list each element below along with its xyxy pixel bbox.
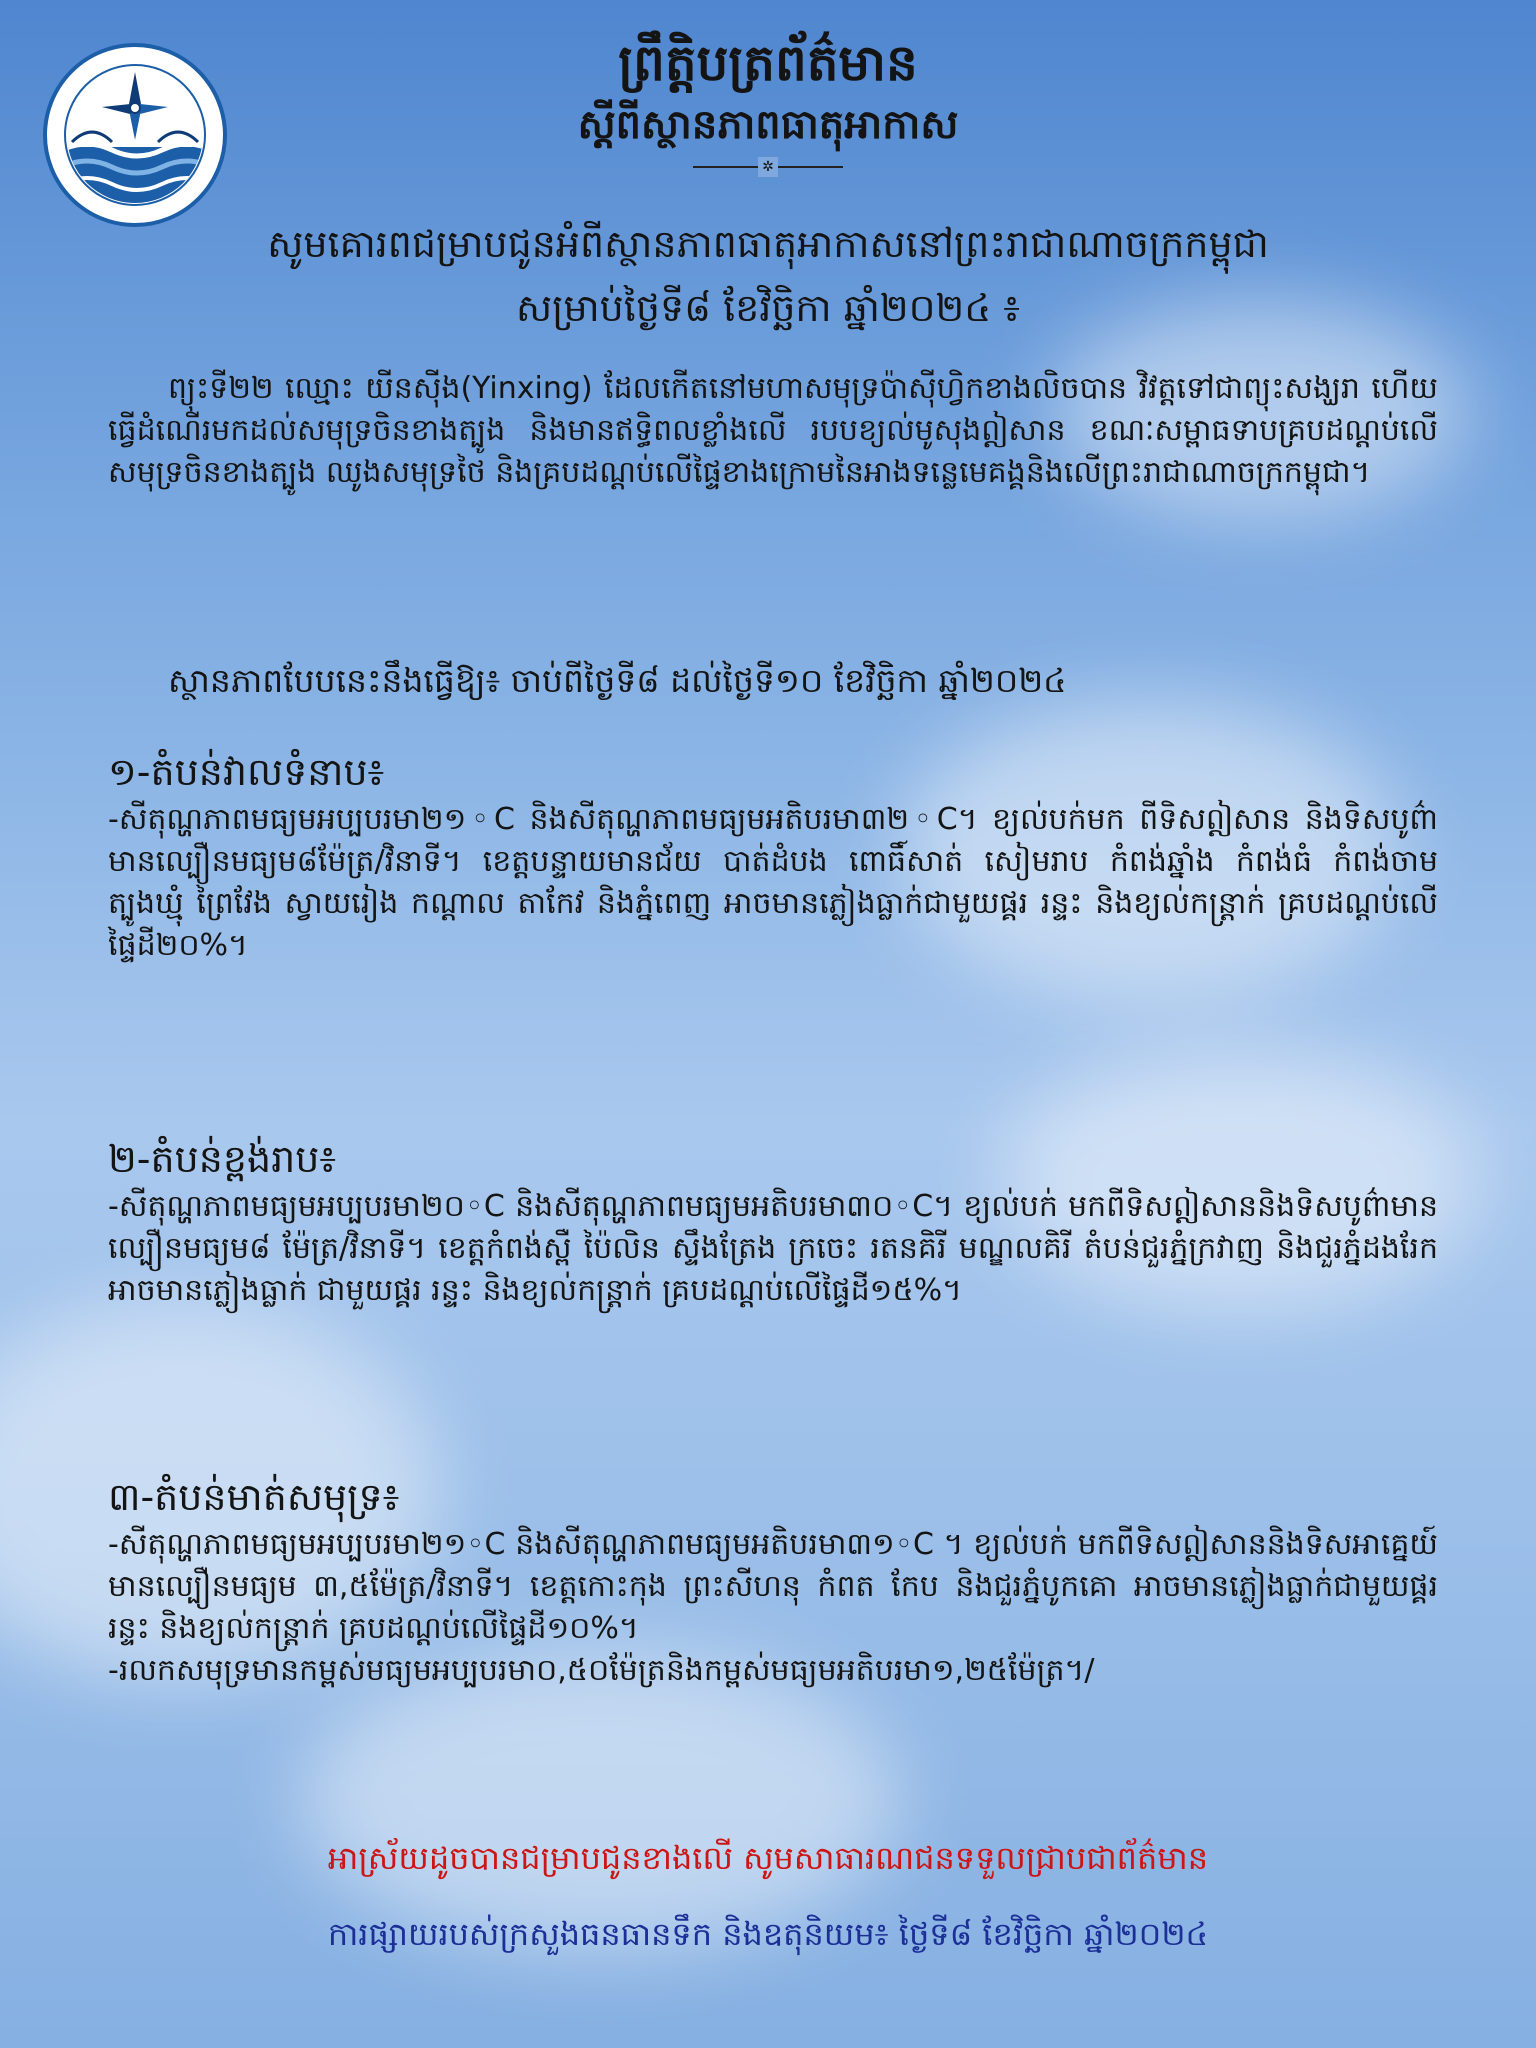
region-lowland <box>108 745 1438 967</box>
region-forecast-text: -សីតុណ្ហភាពមធ្យមអប្បបរមា២០◦C និងសីតុណ្ហភាពមធ្យមអតិបរមា៣០◦C។ ខ្យល់បក់ មកពីទិសឦសាននិងទិសបូព៌ាមានល្បឿនមធ្យម៨ ម៉ែត្រ/វិនាទី។ ខេត្តកំពង់ស្ពឺ ប៉ៃលិន ស្ទឹងត្រែង ក្រចេះ រតនគិរី មណ្ឌលគិរី តំបន់ជួរភ្នំក្រវាញ និងជួរភ្នំដងរែក អាចមានភ្លៀងធ្លាក់ ជាមួយផ្គរ រន្ទះ និងខ្យល់កន្ត្រាក់ គ្របដណ្ដប់លើផ្ទៃដី១៥%។ <box>108 1189 1438 1308</box>
region-coastal <box>108 1470 1438 1692</box>
intro-date-line: សម្រាប់ថ្ងៃទី៨ ខែវិច្ឆិកា ឆ្នាំ២០២៤ ៖ <box>515 286 1020 330</box>
bulletin-subtitle: ស្ដីពីស្ថានភាពធាតុអាកាស <box>577 102 959 148</box>
region-heading: ២-តំបន់ខ្ពង់រាប៖ <box>108 1137 337 1181</box>
region-heading: ១-តំបន់វាលទំនាប៖ <box>108 750 385 794</box>
bulletin-header <box>0 30 1536 174</box>
forecast-period-paragraph: ស្ថានភាពបែបនេះនឹងធ្វើឱ្យ៖ ចាប់ពីថ្ងៃទី៨ ដល់ថ្ងៃទី១០ ខែវិច្ឆិកា ឆ្នាំ២០២៤ <box>168 661 1067 700</box>
bulletin-title: ព្រឹត្តិបត្រព័ត៌មាន <box>618 34 918 92</box>
region-heading: ៣-តំបន់មាត់សមុទ្រ៖ <box>108 1475 400 1519</box>
footer-source <box>0 1906 1536 1962</box>
forecast-period-block <box>108 660 1438 702</box>
footer-source-line: ការផ្សាយរបស់ក្រសួងធនធានទឹក និងឧតុនិយម៖ ថ្ងៃទី៨ ខែវិច្ឆិកា ឆ្នាំ២០២៤ <box>327 1915 1209 1953</box>
region-forecast-text: -សីតុណ្ហភាពមធ្យមអប្បបរមា២១◦C និងសីតុណ្ហភាពមធ្យមអតិបរមា៣១◦C ។ ខ្យល់បក់ មកពីទិសឦសាននិងទិសអាគ្នេយ៍ មានល្បឿនមធ្យម ៣,៥ម៉ែត្រ/វិនាទី។ ខេត្តកោះកុង ព្រះសីហនុ កំពត កែប និងជួរភ្នំបូកគោ អាចមានភ្លៀងធ្លាក់ជាមួយផ្គរ រន្ទះ និងខ្យល់កន្ត្រាក់ គ្របដណ្ដប់លើផ្ទៃដី១០%។ <box>108 1527 1438 1646</box>
summary-block <box>108 368 1438 494</box>
cloud-decoration <box>300 1650 900 1950</box>
intro-line: សូមគោរពជម្រាបជូនអំពីស្ថានភាពធាតុអាកាសនៅព្រះរាជាណាចក្រកម្ពុជា <box>267 222 1269 266</box>
intro-block <box>0 212 1536 340</box>
region-forecast-text: -សីតុណ្ហភាពមធ្យមអប្បបរមា២១◦C និងសីតុណ្ហភាពមធ្យមអតិបរមា៣២◦C។ ខ្យល់បក់មក ពីទិសឦសាន និងទិសបូព៌ាមានល្បឿនមធ្យម៨ម៉ែត្រ/វិនាទី។ ខេត្តបន្ទាយមានជ័យ បាត់ដំបង ពោធិ៍សាត់ សៀមរាប កំពង់ឆ្នាំង កំពង់ធំ កំពង់ចាម ត្បូងឃ្មុំ ព្រៃវែង ស្វាយរៀង កណ្ដាល តាកែវ និងភ្នំពេញ អាចមានភ្លៀងធ្លាក់ជាមួយផ្គរ រន្ទះ និងខ្យល់កន្ត្រាក់ គ្របដណ្ដប់លើ ផ្ទៃដី២០%។ <box>108 802 1438 963</box>
region-plateau <box>108 1132 1438 1312</box>
footer-notice <box>0 1830 1536 1886</box>
ornament-icon: ✲ <box>758 157 778 177</box>
storm-summary-paragraph: ព្យុះទី២២ ឈ្មោះ យីនស៊ីង(Yinxing) ដែលកើតនៅមហាសមុទ្រប៉ាស៊ីហ្វិកខាងលិចបាន វិវត្តទៅជាព្យុះសង្ឃរា ហើយធ្វើដំណើរមកដល់សមុទ្រចិនខាងត្បូង និងមានឥទ្ធិពលខ្លាំងលើ របបខ្យល់មូសុងឦសាន ខណៈសម្ពាធទាបគ្របដណ្ដប់លើសមុទ្រចិនខាងត្បូង ឈូងសមុទ្រថៃ និងគ្របដណ្ដប់លើផ្ទៃខាងក្រោមនៃអាងទន្លេមេគង្គនិងលើព្រះរាជាណាចក្រកម្ពុជា។ <box>108 371 1438 490</box>
ornament-divider <box>693 160 843 174</box>
footer-notice-line: អាស្រ័យដូចបានជម្រាបជូនខាងលើ សូមសាធារណជនទទួលជ្រាបជាព័ត៌មាន <box>327 1839 1209 1877</box>
wave-height-text: -រលកសមុទ្រមានកម្ពស់មធ្យមអប្បបរមា០,៥០ម៉ែត្រនិងកម្ពស់មធ្យមអតិបរមា១,២៥ម៉ែត្រ។/ <box>108 1653 1095 1688</box>
